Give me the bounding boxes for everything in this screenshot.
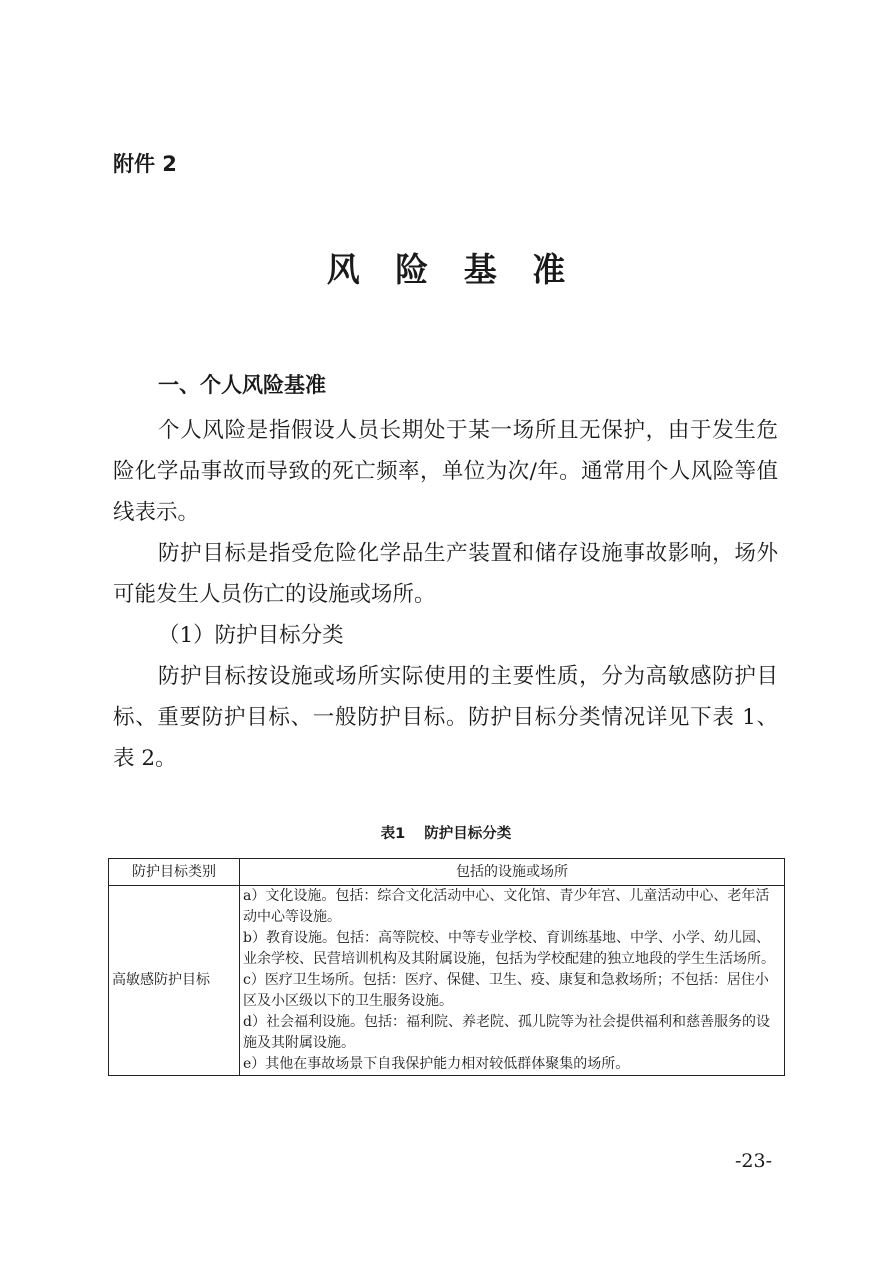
- document-title: 风 险 基 准: [326, 250, 578, 289]
- table-row: [109, 886, 785, 1076]
- paragraph: 防护目标是指受危险化学品生产装置和储存设施事故影响，场外可能发生人员伤亡的设施或场所。: [113, 541, 778, 607]
- attachment-label: 附件 2: [113, 152, 177, 176]
- page-number: -23-: [735, 1150, 773, 1172]
- paragraph: （1）防护目标分类: [158, 623, 344, 648]
- column-header-category: 防护目标类别: [109, 859, 240, 886]
- paragraph: 个人风险是指假设人员长期处于某一场所且无保护，由于发生危险化学品事故而导致的死亡频率，单位为次/年。通常用个人风险等值线表示。: [113, 418, 778, 525]
- facility-item: e）其他在事故场景下自我保护能力相对较低群体聚集的场所。: [243, 1056, 630, 1072]
- category-cell: 高敏感防护目标: [109, 886, 240, 1076]
- protection-target-table: [108, 858, 785, 1076]
- facilities-cell: [240, 886, 785, 1076]
- column-header-facilities: 包括的设施或场所: [240, 859, 785, 886]
- body-text: [113, 410, 778, 779]
- section-heading: 一、个人风险基准: [158, 373, 326, 397]
- table-caption: 表1 防护目标分类: [380, 826, 512, 842]
- table-header-row: [109, 859, 785, 886]
- facility-item: d）社会福利设施。包括：福利院、养老院、孤儿院等为社会提供福利和慈善服务的设施及其附属设施。: [243, 1014, 770, 1051]
- facility-item: b）教育设施。包括：高等院校、中等专业学校、育训练基地、中学、小学、幼儿园、业余学校、民营培训机构及其附属设施，包括为学校配建的独立地段的学生生活场所。: [243, 930, 775, 967]
- facility-item: a）文化设施。包括：综合文化活动中心、文化馆、青少年宫、儿童活动中心、老年活动中心等设施。: [243, 888, 770, 925]
- facility-item: c）医疗卫生场所。包括：医疗、保健、卫生、疫、康复和急救场所；不包括：居住小区及小区级以下的卫生服务设施。: [243, 972, 769, 1009]
- paragraph: 防护目标按设施或场所实际使用的主要性质，分为高敏感防护目标、重要防护目标、一般防护目标。防护目标分类情况详见下表 1、表 2。: [113, 664, 778, 771]
